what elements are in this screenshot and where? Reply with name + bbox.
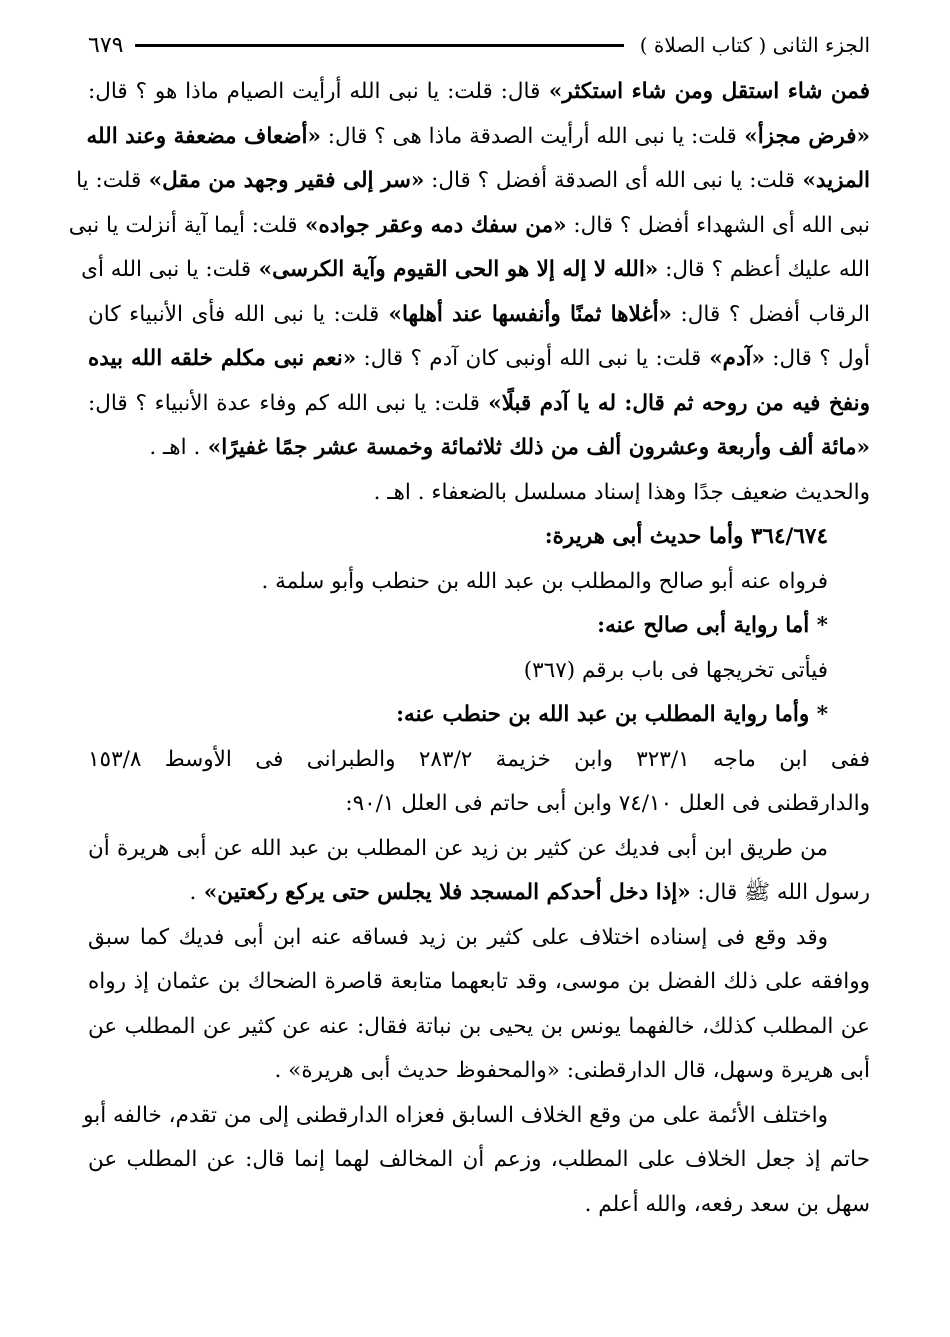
text-line [88, 916, 870, 961]
header-rule [135, 44, 623, 47]
text-run: قلت: يا [76, 168, 142, 193]
bold-text-run: ونفخ فيه من روحه ثم قال: له يا آدم قبلًا» [479, 390, 870, 416]
text-line [81, 248, 870, 293]
bold-text-run: «الله لا إله إلا هو الحى القيوم وآية الكرسى» [251, 257, 659, 282]
text-run: الرقاب أفضل ؟ قال: [672, 301, 870, 327]
bold-text-run: ٣٦٤/٦٧٤ وأما حديث أبى هريرة: [544, 524, 828, 549]
text-line [76, 159, 870, 204]
text-run: قلت: يا نبى الله أى الصدقة أفضل ؟ قال: [424, 168, 795, 193]
text-line [88, 115, 870, 160]
text-line [88, 293, 870, 338]
text-line [88, 827, 870, 872]
running-title: الجزء الثانى ( كتاب الصلاة ) [639, 33, 870, 57]
text-line [88, 1138, 870, 1183]
text-run: قلت: أيما آية أنزلت يا نبى [68, 212, 298, 238]
page-header [88, 28, 870, 62]
text-run: من طريق ابن أبى فديك عن كثير بن زيد عن المطلب بن عبد الله عن أبى هريرة أن [88, 835, 828, 861]
bold-text-run: «آدم» [701, 346, 765, 371]
text-run: قلت: يا نبى الله كم وفاء عدة الأنبياء ؟ قال: [88, 390, 480, 416]
text-line [88, 738, 870, 783]
bold-text-run: «نعم نبى مكلم خلقه الله بيده [88, 346, 357, 371]
bold-text-run: «مائة ألف وأربعة وعشرون ألف من ذلك ثلاثمائة وخمسة عشر جمًا غفيرًا» [200, 435, 870, 460]
text-run: قلت: يا نبى الله أونبى كان آدم ؟ قال: [356, 346, 702, 371]
bold-text-run: «سر إلى فقير وجهد من مقل» [141, 168, 425, 193]
text-line [88, 649, 870, 694]
bold-text-run: «أغلاها ثمنًا وأنفسها عند أهلها» [379, 301, 672, 327]
text-run: . اهـ . [149, 435, 201, 460]
text-line [88, 693, 870, 738]
text-run: أول ؟ قال: [764, 346, 870, 371]
text-run: قلت: يا نبى الله أى [81, 257, 252, 282]
text-run: والدارقطنى فى العلل ٧٤/١٠ وابن أبى حاتم فى العلل ٩٠/١: [345, 791, 870, 816]
text-run: سهل بن سعد رفعه، والله أعلم . [584, 1191, 870, 1217]
bold-text-run: «فرض مجزأ» [736, 123, 870, 149]
text-run: حاتم إذ جعل الخلاف على المطلب، وزعم أن المخالف لهما إنما قال: عن المطلب عن [88, 1147, 870, 1172]
text-line [88, 1183, 870, 1228]
text-line [83, 1094, 870, 1139]
text-line [88, 471, 870, 516]
text-run: وقد وقع فى إسناده اختلاف على كثير بن زيد فساقه عنه ابن أبى فديك كما سبق [88, 924, 828, 950]
text-run: قال: قلت: يا نبى الله أرأيت الصيام ماذا هو ؟ قال: [88, 79, 541, 104]
text-run: رسول الله ﷺ قال: [690, 880, 870, 905]
text-line [88, 871, 870, 916]
text-line [88, 382, 870, 427]
text-run: واختلف الأئمة على من وقع الخلاف السابق فعزاه الدارقطنى إلى من تقدم، خالفه أبو [83, 1102, 828, 1128]
bold-text-run: «من سفك دمه وعقر جواده» [297, 212, 567, 238]
text-line [88, 337, 870, 382]
text-run: أبى هريرة وسهل، قال الدارقطنى: «والمحفوظ حديث أبى هريرة» . [274, 1058, 870, 1083]
bold-text-run: * أما رواية أبى صالح عنه: [597, 613, 828, 638]
text-line [88, 1049, 870, 1094]
text-run: قلت: يا نبى الله فأى الأنبياء كان [88, 301, 380, 327]
text-run: فرواه عنه أبو صالح والمطلب بن عبد الله بن حنطب وأبو سلمة . [261, 568, 828, 594]
bold-text-run: المزيد» [794, 168, 870, 193]
bold-text-run: * وأما رواية المطلب بن عبد الله بن حنطب عنه: [396, 702, 828, 727]
text-run: عن المطلب كذلك، خالفهما يونس بن يحيى بن نباتة فقال: عنه عن كثير عن المطلب عن [88, 1013, 870, 1039]
text-line [68, 204, 870, 249]
text-run: نبى الله أى الشهداء أفضل ؟ قال: [566, 212, 870, 238]
page-number: ٦٧٩ [88, 32, 124, 58]
document-page [68, 28, 870, 1318]
text-run: الله عليك أعظم ؟ قال: [658, 257, 870, 282]
bold-text-run: فمن شاء استقل ومن شاء استكثر» [540, 79, 870, 104]
bold-text-run: «أضعاف مضعفة وعند الله [86, 123, 321, 149]
text-line [88, 515, 870, 560]
text-line [88, 604, 870, 649]
text-line [88, 426, 870, 471]
bold-text-run: «إذا دخل أحدكم المسجد فلا يجلس حتى يركع ركعتين» [196, 880, 691, 905]
text-line [88, 960, 870, 1005]
text-run: فيأتى تخريجها فى باب برقم (٣٦٧) [523, 657, 828, 683]
text-line [88, 70, 870, 115]
text-run: قلت: يا نبى الله أرأيت الصدقة ماذا هى ؟ قال: [320, 123, 737, 149]
text-run: ففى ابن ماجه ٣٢٣/١ وابن خزيمة ٢٨٣/٢ والطبرانى فى الأوسط ١٥٣/٨ [88, 746, 870, 772]
text-run: ووافقه على ذلك الفضل بن موسى، وقد تابعهما متابعة قاصرة الضحاك بن عثمان إذ رواه [88, 969, 870, 994]
text-run: . [189, 880, 197, 905]
text-run: والحديث ضعيف جدًا وهذا إسناد مسلسل بالضعفاء . اهـ . [373, 479, 870, 505]
text-line [88, 782, 870, 827]
text-line [88, 560, 870, 605]
page-body [68, 70, 870, 1227]
text-line [88, 1005, 870, 1050]
